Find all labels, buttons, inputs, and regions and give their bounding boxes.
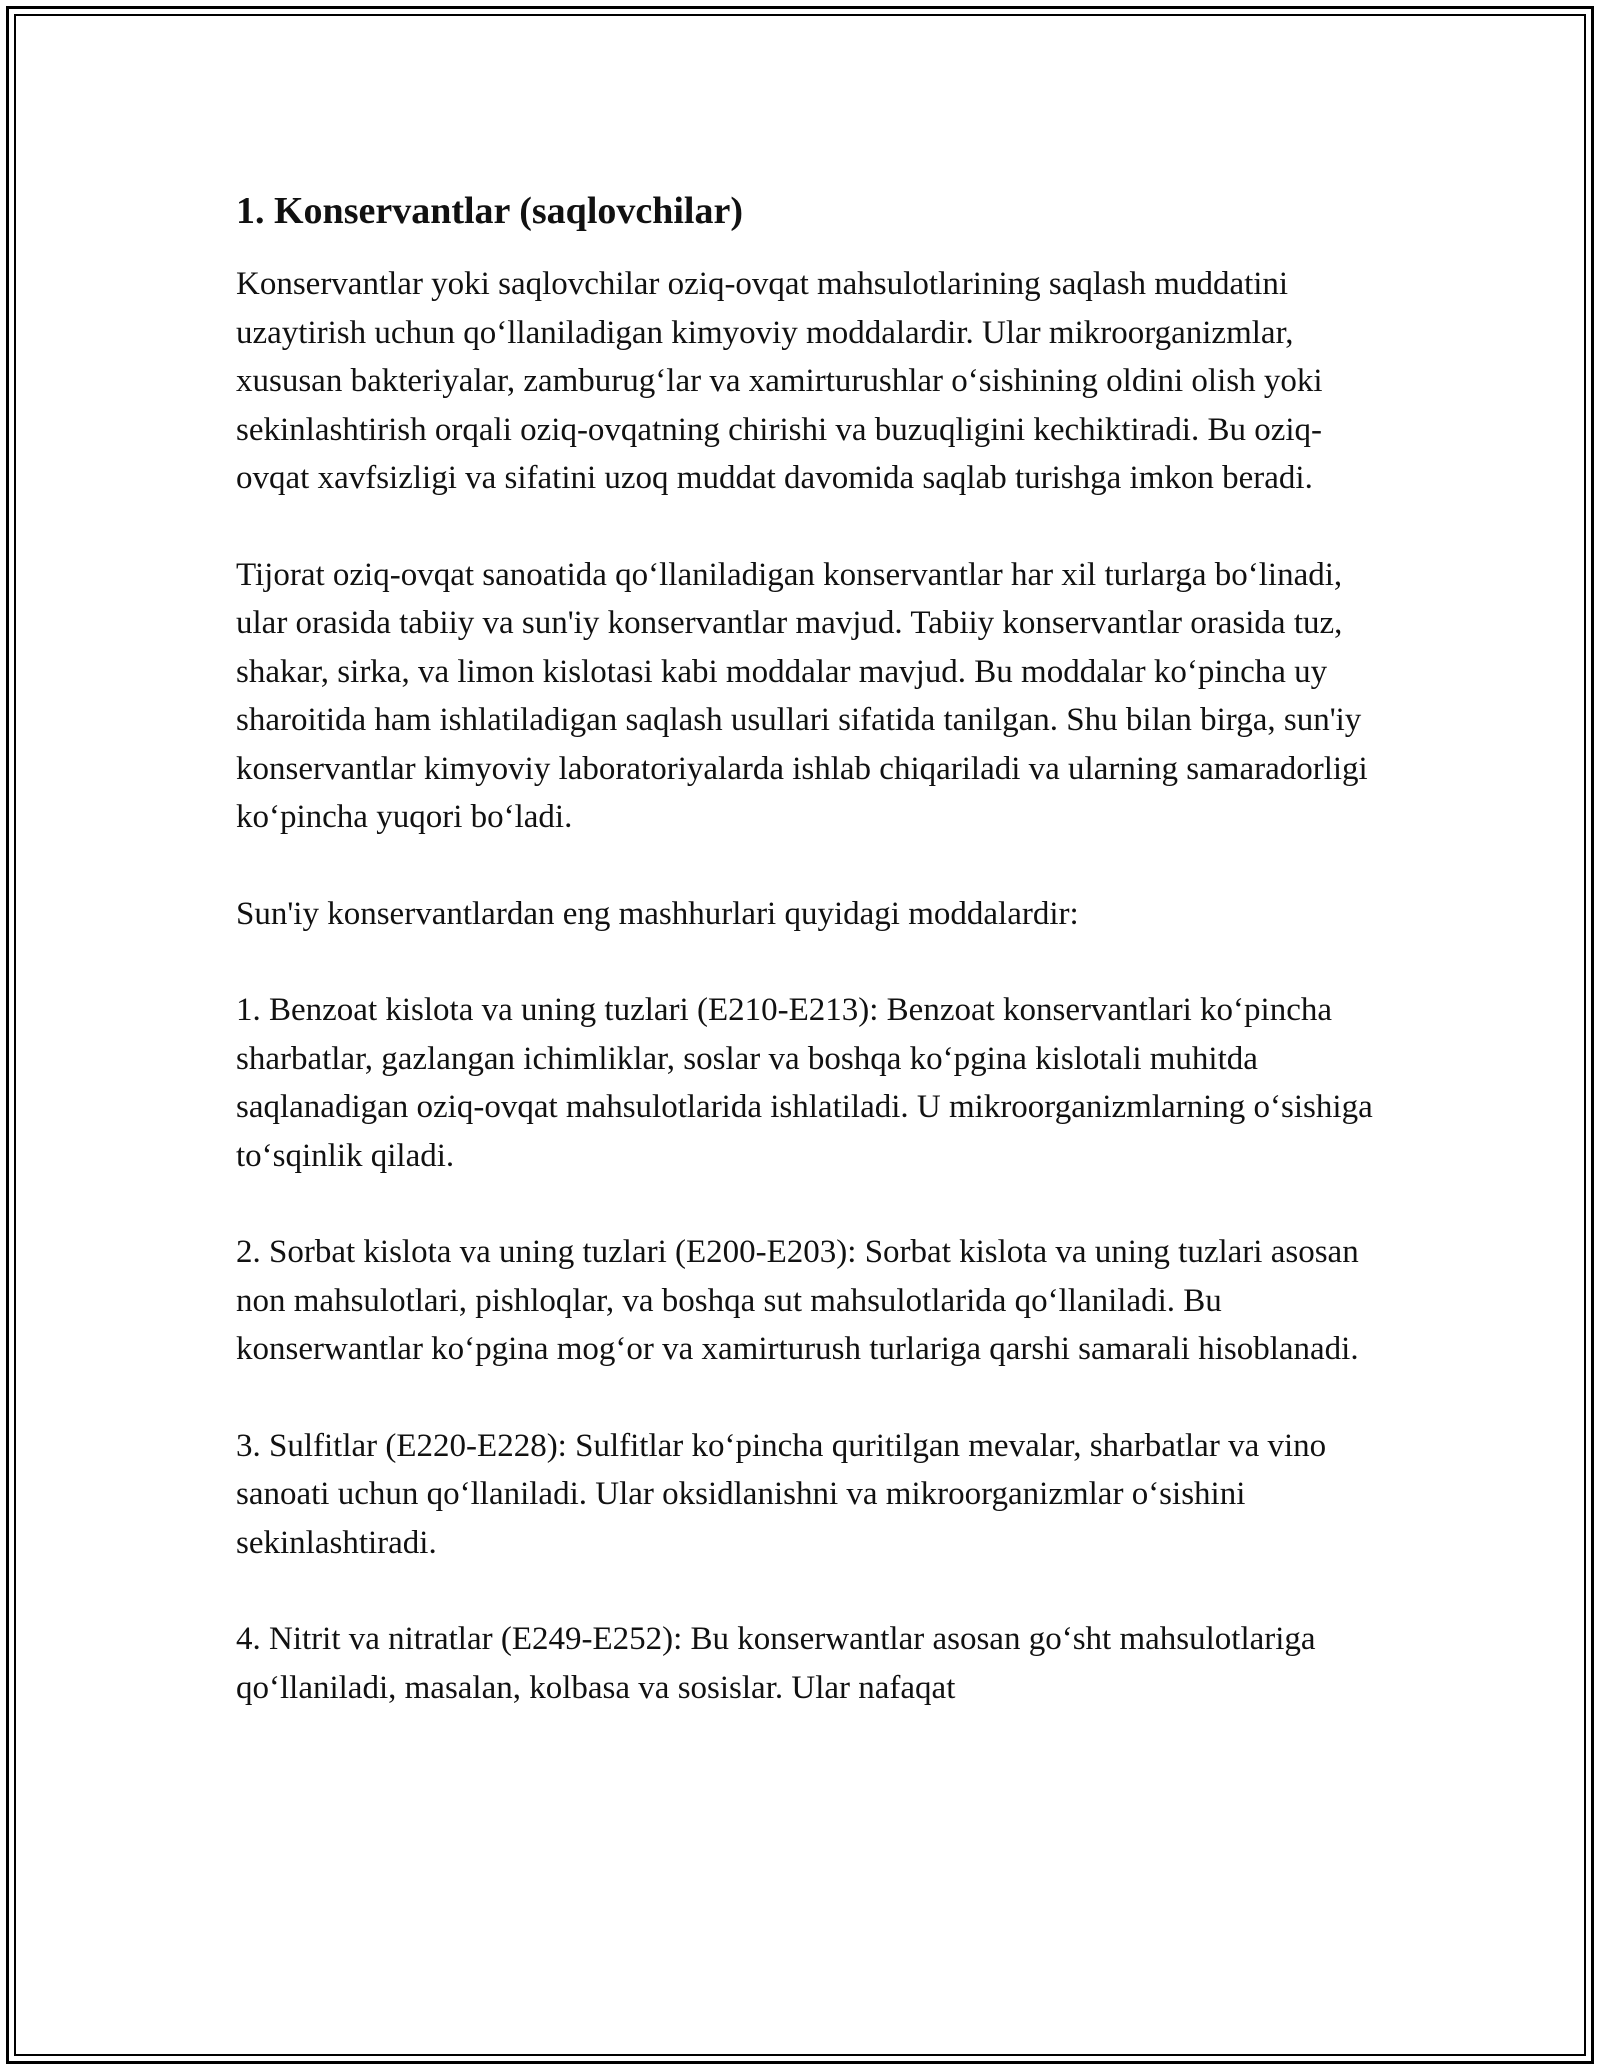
list-item-nitrites: 4. Nitrit va nitratlar (E249-E252): Bu konserwantlar asosan goʻsht mahsulotlariga qoʻllaniladi, masalan, kolbasa va sosislar. Ular nafaqat <box>236 1621 1316 1706</box>
paragraph-types: Tijorat oziq-ovqat sanoatida qoʻllaniladigan konservantlar har xil turlarga boʻlinadi, ular orasida tabiiy va sun'iy konservantlar mavjud. Tabiiy konservantlar orasida tuz, shakar, sirka, va limon kislotasi kabi moddalar mavjud. Bu moddalar koʻpincha uy sharoitida ham ishlatiladigan saqlash usullari sifatida tanilgan. Shu bilan birga, sun'iy konservantlar kimyoviy laboratoriyalarda ishlab chiqariladi va ularning samaradorligi koʻpincha yuqori boʻladi. <box>236 556 1368 835</box>
paragraph-intro: Konservantlar yoki saqlovchilar oziq-ovqat mahsulotlarining saqlash muddatini uzaytirish uchun qoʻllaniladigan kimyoviy moddalardir. Ular mikroorganizmlar, xususan bakteriyalar, zamburugʻlar va xamirturushlar oʻsishining oldini olish yoki sekinlashtirish orqali oziq-ovqatning chirishi va buzuqligini kechiktiradi. Bu oziq-ovqat xavfsizligi va sifatini uzoq muddat davomida saqlab turishga imkon beradi. <box>236 266 1323 496</box>
list-item-sorbate: 2. Sorbat kislota va uning tuzlari (E200-E203): Sorbat kislota va uning tuzlari asosan non mahsulotlari, pishloqlar, va boshqa sut mahsulotlarida qoʻllaniladi. Bu konserwantlar koʻpgina mogʻor va xamirturush turlariga qarshi samarali hisoblanadi. <box>236 1234 1359 1367</box>
paragraph-list-intro: Sun'iy konservantlardan eng mashhurlari quyidagi moddalardir: <box>236 895 1079 932</box>
section-heading: 1. Konservantlar (saqlovchilar) <box>236 190 744 232</box>
list-item-sulfites: 3. Sulfitlar (E220-E228): Sulfitlar koʻpincha quritilgan mevalar, sharbatlar va vino sanoati uchun qoʻllaniladi. Ular oksidlanishni va mikroorganizmlar oʻsishini sekinlashtiradi. <box>236 1427 1327 1561</box>
document-body <box>236 186 1386 1760</box>
list-item-benzoate: 1. Benzoat kislota va uning tuzlari (E210-E213): Benzoat konservantlari koʻpincha sharbatlar, gazlangan ichimliklar, soslar va boshqa koʻpgina kislotali muhitda saqlanadigan oziq-ovqat mahsulotlarida ishlatiladi. U mikroorganizmlarning oʻsishiga toʻsqinlik qiladi. <box>236 992 1373 1174</box>
